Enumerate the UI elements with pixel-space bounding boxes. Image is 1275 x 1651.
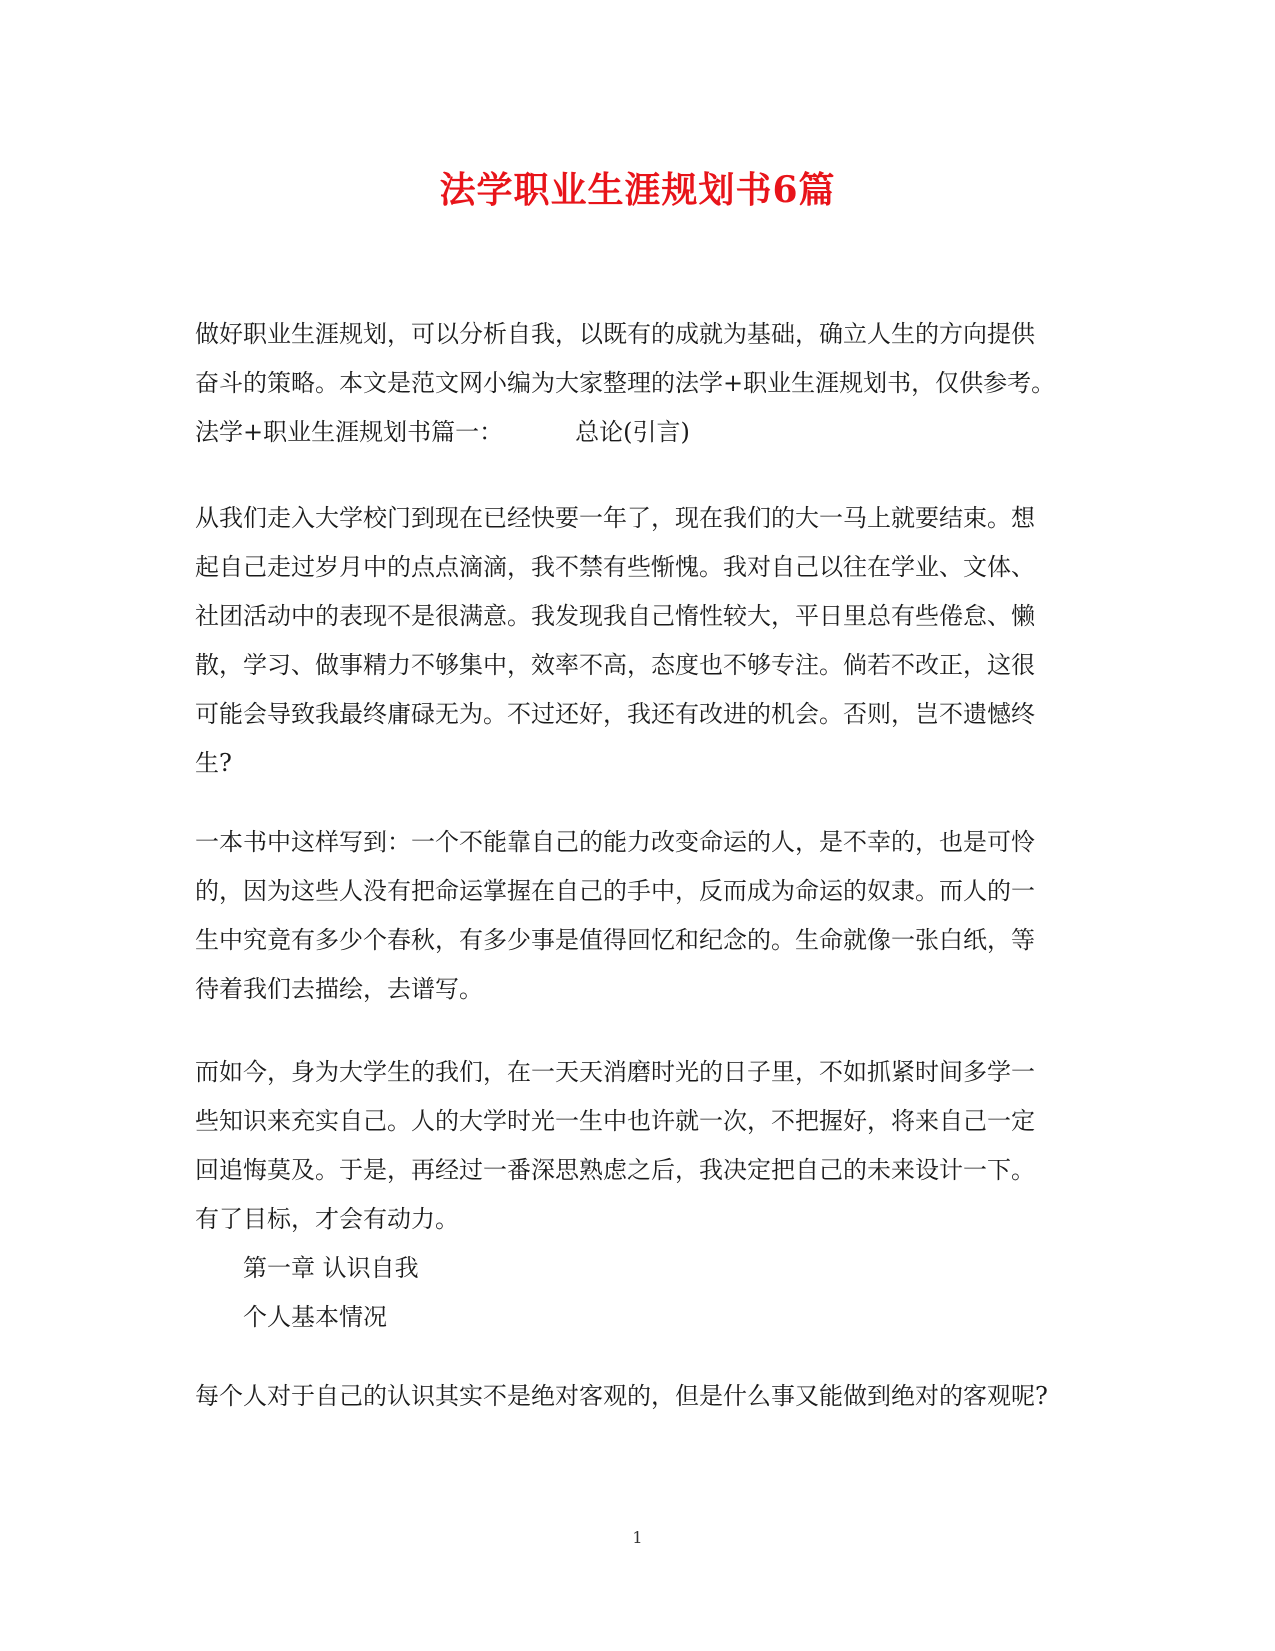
section-heading: 总论(引言) [575,418,690,446]
text-line: 可能会导致我最终庸碌无为。不过还好，我还有改进的机会。否则，岂不遗憾终 [195,700,1035,728]
text-line: 回追悔莫及。于是，再经过一番深思熟虑之后，我决定把自己的未来设计一下。 [195,1156,1035,1184]
text-line: 从我们走入大学校门到现在已经快要一年了，现在我们的大一马上就要结束。想 [195,504,1035,532]
intro-paragraph [195,310,1085,457]
text-line: 一本书中这样写到：一个不能靠自己的能力改变命运的人，是不幸的，也是可怜 [195,828,1035,856]
text-line: 有了目标，才会有动力。 [195,1205,459,1233]
chapter-heading: 第一章 认识自我 [243,1254,419,1282]
text-line: 做好职业生涯规划，可以分析自我，以既有的成就为基础，确立人生的方向提供 [195,320,1035,348]
paragraph-2 [195,818,1085,1014]
chapter-subheading: 个人基本情况 [243,1303,387,1331]
text-line: 起自己走过岁月中的点点滴滴，我不禁有些惭愧。我对自己以往在学业、文体、 [195,553,1035,581]
paragraph-3 [195,1048,1085,1342]
text-line: 社团活动中的表现不是很满意。我发现我自己惰性较大，平日里总有些倦怠、懒 [195,602,1035,630]
text-line: 生中究竟有多少个春秋，有多少事是值得回忆和纪念的。生命就像一张白纸，等 [195,926,1035,954]
text-line: 散，学习、做事精力不够集中，效率不高，态度也不够专注。倘若不改正，这很 [195,651,1035,679]
text-line: 生? [195,749,232,777]
paragraph-1 [195,494,1085,788]
page-number: 1 [632,1528,643,1547]
document-title: 法学职业生涯规划书6篇 [439,169,836,211]
text-line: 的，因为这些人没有把命运掌握在自己的手中，反而成为命运的奴隶。而人的一 [195,877,1035,905]
text-line: 每个人对于自己的认识其实不是绝对客观的，但是什么事又能做到绝对的客观呢? [195,1382,1048,1410]
section-heading-line [195,408,1085,457]
text-line: 奋斗的策略。本文是范文网小编为大家整理的法学+职业生涯规划书，仅供参考。 [195,369,1056,397]
text-line: 而如今，身为大学生的我们，在一天天消磨时光的日子里，不如抓紧时间多学一 [195,1058,1035,1086]
section-label: 法学+职业生涯规划书篇一： [195,418,504,446]
paragraph-4 [195,1372,1085,1421]
text-line: 些知识来充实自己。人的大学时光一生中也许就一次，不把握好，将来自己一定 [195,1107,1035,1135]
text-line: 待着我们去描绘，去谱写。 [195,975,483,1003]
